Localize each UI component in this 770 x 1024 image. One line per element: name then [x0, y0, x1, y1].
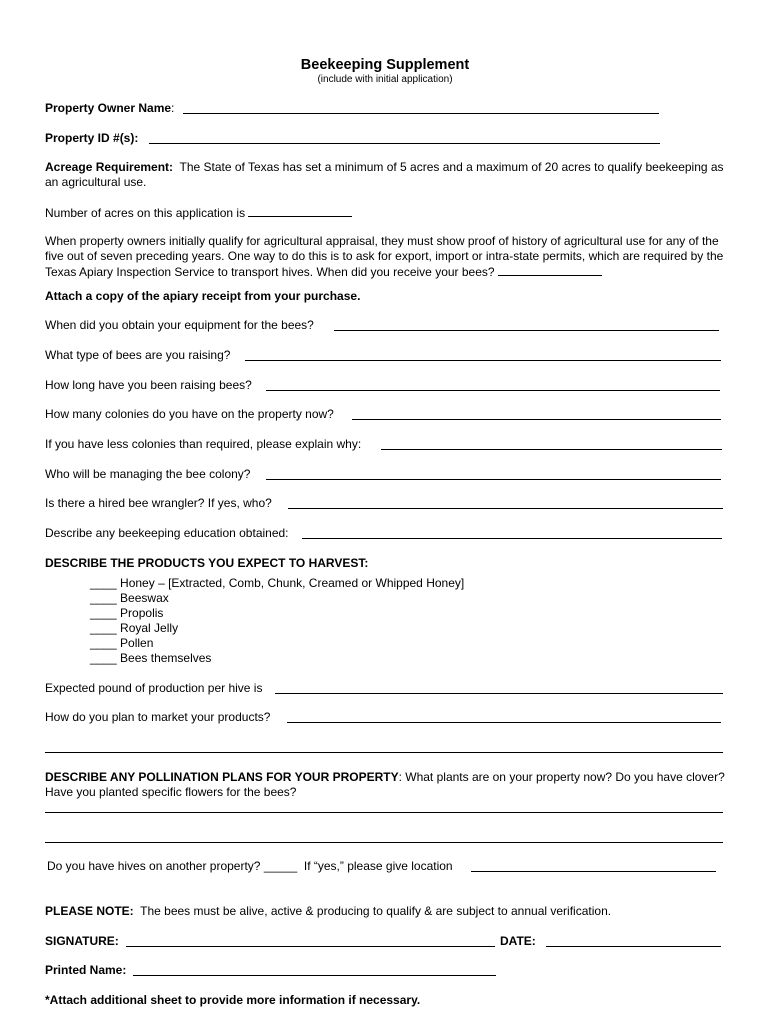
product-item: [90, 621, 178, 635]
acres-field[interactable]: [248, 205, 352, 217]
other-hives-location-label: If “yes,” please give location: [303, 859, 453, 873]
product-checkbox[interactable]: ____: [90, 591, 117, 605]
product-item: [90, 651, 211, 665]
product-checkbox[interactable]: ____: [90, 636, 117, 650]
footer-note: *Attach additional sheet to provide more information if necessary.: [45, 993, 421, 1007]
market-field[interactable]: [287, 722, 721, 723]
product-label: Bees themselves: [120, 651, 212, 665]
please-note: [45, 904, 611, 918]
product-checkbox[interactable]: ____: [90, 651, 117, 665]
question-bee-type-field[interactable]: [245, 360, 721, 361]
question-less-colonies-label: If you have less colonies than required, please explain why:: [45, 437, 362, 451]
printed-name-label: Printed Name:: [45, 963, 127, 977]
please-note-text: The bees must be alive, active & producing to qualify & are subject to annual verification.: [140, 904, 612, 918]
acres-row: [45, 205, 352, 220]
property-id-label: Property ID #(s):: [45, 131, 139, 145]
question-manager-label: Who will be managing the bee colony?: [45, 467, 251, 481]
product-label: Beeswax: [120, 591, 169, 605]
product-checkbox[interactable]: ____: [90, 606, 117, 620]
printed-name-field[interactable]: [133, 975, 496, 976]
signature-label: SIGNATURE:: [45, 934, 119, 948]
other-hives-answer-field[interactable]: _____: [263, 859, 298, 873]
acreage-label: Acreage Requirement:: [45, 160, 174, 174]
pollination-heading: DESCRIBE ANY POLLINATION PLANS FOR YOUR PROPERTY: [45, 770, 399, 784]
bees-received-field[interactable]: [498, 264, 602, 276]
signature-field[interactable]: [126, 946, 495, 947]
owner-name-label: [45, 101, 174, 115]
other-hives-label: Do you have hives on another property?: [47, 859, 261, 873]
product-label: Royal Jelly: [120, 621, 179, 635]
form-title: Beekeeping Supplement: [300, 57, 470, 73]
product-item: [90, 636, 153, 650]
market-label: How do you plan to market your products?: [45, 710, 271, 724]
question-wrangler-field[interactable]: [288, 508, 723, 509]
question-equipment-field[interactable]: [334, 330, 719, 331]
question-experience-field[interactable]: [266, 390, 720, 391]
products-heading: DESCRIBE THE PRODUCTS YOU EXPECT TO HARVEST:: [45, 556, 369, 570]
pollination-field-line-2[interactable]: [45, 842, 723, 843]
pollination-field-line-1[interactable]: [45, 812, 723, 813]
acreage-requirement: [45, 160, 725, 190]
owner-name-label-text: Property Owner Name: [45, 101, 172, 115]
please-note-label: PLEASE NOTE:: [45, 904, 134, 918]
question-less-colonies-field[interactable]: [381, 449, 722, 450]
property-id-field[interactable]: [149, 143, 660, 144]
attach-receipt-note: Attach a copy of the apiary receipt from your purchase.: [45, 289, 361, 303]
owner-name-colon: :: [171, 101, 175, 115]
market-field-extra-line[interactable]: [45, 752, 723, 753]
date-field[interactable]: [546, 946, 721, 947]
pollination-text: : What plants are on your property now? Do you have clover? Have you planted specific flowers for the bees?: [45, 770, 725, 799]
production-label: Expected pound of production per hive is: [45, 681, 263, 695]
product-checkbox[interactable]: ____: [90, 576, 117, 590]
question-experience-label: How long have you been raising bees?: [45, 378, 252, 392]
product-label: Honey – [Extracted, Comb, Chunk, Creamed or Whipped Honey]: [120, 576, 465, 590]
pollination-paragraph: [45, 770, 730, 800]
product-item: [90, 591, 169, 605]
date-label: DATE:: [500, 934, 536, 948]
question-education-label: Describe any beekeeping education obtained:: [45, 526, 289, 540]
question-colonies-label: How many colonies do you have on the property now?: [45, 407, 334, 421]
history-paragraph: [45, 234, 735, 280]
question-manager-field[interactable]: [266, 479, 721, 480]
question-bee-type-label: What type of bees are you raising?: [45, 348, 231, 362]
product-item: [90, 606, 163, 620]
acreage-text: The State of Texas has set a minimum of 5 acres and a maximum of 20 acres to qualify beekeeping as an agricultural use.: [45, 160, 724, 189]
production-field[interactable]: [275, 693, 723, 694]
form-subtitle: (include with initial application): [317, 74, 453, 85]
other-hives-row: [47, 859, 453, 873]
owner-name-field[interactable]: [183, 113, 659, 114]
other-hives-location-field[interactable]: [471, 871, 716, 872]
question-colonies-field[interactable]: [352, 419, 721, 420]
product-label: Pollen: [120, 636, 154, 650]
question-education-field[interactable]: [302, 538, 722, 539]
question-wrangler-label: Is there a hired bee wrangler? If yes, who?: [45, 496, 272, 510]
question-equipment-label: When did you obtain your equipment for the bees?: [45, 318, 314, 332]
acres-label: Number of acres on this application is: [45, 206, 246, 220]
history-text: When property owners initially qualify for agricultural appraisal, they must show proof of history of agricultural use for any of the five out of seven preceding years. One way to do this is to ask for export, import or intra-state permits, which are required by the Texas Apiary Inspection Service to transport hives. When did you receive your bees?: [45, 234, 724, 279]
product-label: Propolis: [120, 606, 164, 620]
product-checkbox[interactable]: ____: [90, 621, 117, 635]
product-item: [90, 576, 464, 590]
